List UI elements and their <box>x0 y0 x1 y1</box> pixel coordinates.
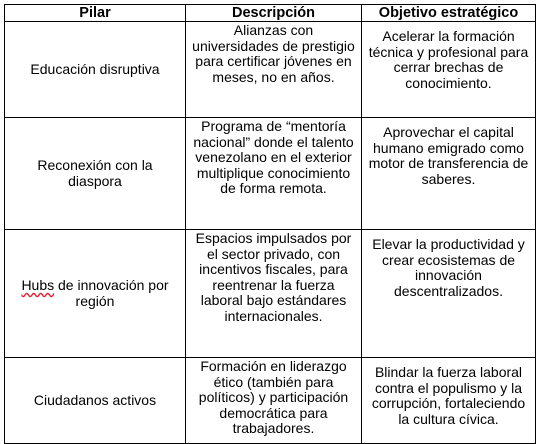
cell-pilar: Ciudadanos activos <box>5 358 186 444</box>
header-descripcion: Descripción <box>186 5 362 22</box>
header-objetivo: Objetivo estratégico <box>362 5 536 22</box>
cell-objetivo: Blindar la fuerza laboral contra el populismo y la corrupción, fortaleciendo la cultura cívica. <box>362 358 536 444</box>
table-row <box>5 230 536 358</box>
header-row <box>5 5 536 22</box>
cell-pilar <box>5 230 186 358</box>
cell-objetivo: Aprovechar el capital humano emigrado como motor de transferencia de saberes. <box>362 118 536 230</box>
header-pilar: Pilar <box>5 5 186 22</box>
strategy-table <box>4 4 536 444</box>
spellcheck-word: Hubs <box>21 276 55 293</box>
table-row <box>5 118 536 230</box>
table-row <box>5 22 536 118</box>
cell-pilar: Educación disruptiva <box>5 22 186 118</box>
cell-objetivo: Acelerar la formación técnica y profesional para cerrar brechas de conocimiento. <box>362 22 536 118</box>
cell-pilar-rest: de innovación por región <box>54 276 169 309</box>
cell-pilar: Reconexión con la diaspora <box>5 118 186 230</box>
cell-descripcion: Formación en liderazgo ético (también para políticos) y participación democrática para trabajadores. <box>186 358 362 444</box>
cell-objetivo: Elevar la productividad y crear ecosistemas de innovación descentralizados. <box>362 230 536 358</box>
cell-descripcion: Programa de “mentoría nacional” donde el talento venezolano en el exterior multiplique conocimiento de forma remota. <box>186 118 362 230</box>
cell-descripcion: Espacios impulsados por el sector privado, con incentivos fiscales, para reentrenar la fuerza laboral bajo estándares internacionales. <box>186 230 362 358</box>
cell-descripcion: Alianzas con universidades de prestigio para certificar jóvenes en meses, no en años. <box>186 22 362 118</box>
table-row <box>5 358 536 444</box>
